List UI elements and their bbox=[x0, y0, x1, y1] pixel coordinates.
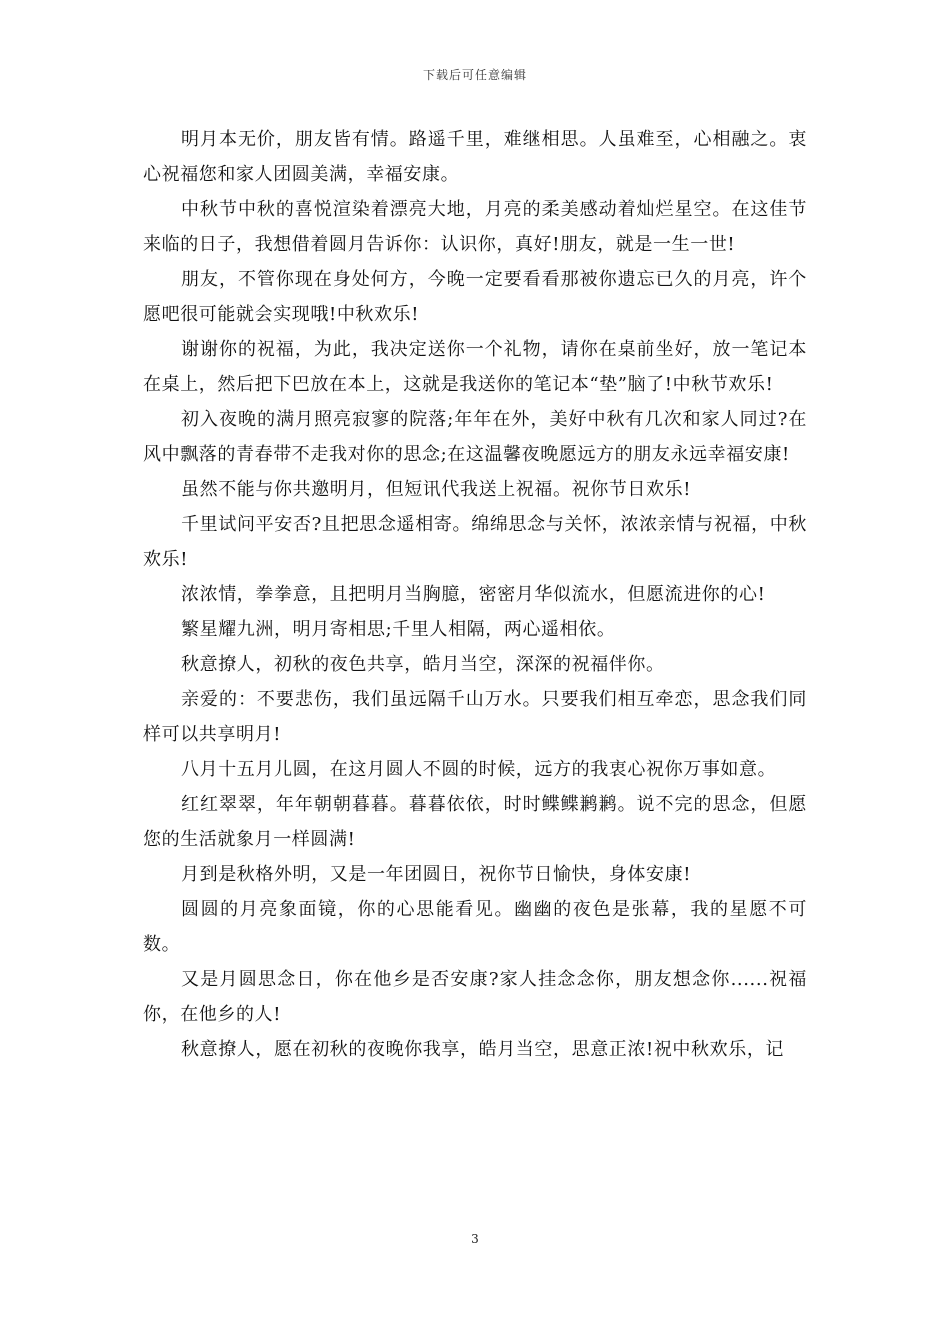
paragraph: 秋意撩人，愿在初秋的夜晚你我享，皓月当空，思意正浓!祝中秋欢乐，记 bbox=[181, 1039, 785, 1060]
paragraph: 繁星耀九洲，明月寄相思;千里人相隔，两心遥相依。 bbox=[181, 619, 616, 640]
paragraph: 虽然不能与你共邀明月，但短讯代我送上祝福。祝你节日欢乐! bbox=[181, 479, 692, 500]
document-body bbox=[143, 122, 807, 1067]
paragraph: 圆圆的月亮象面镜，你的心思能看见。幽幽的夜色是张幕，我的星愿不可数。 bbox=[143, 899, 807, 955]
paragraph: 八月十五月儿圆，在这月圆人不圆的时候，远方的我衷心祝你万事如意。 bbox=[181, 759, 777, 780]
page-header: 下载后可任意编辑 bbox=[422, 68, 527, 82]
paragraph: 谢谢你的祝福，为此，我决定送你一个礼物，请你在桌前坐好，放一笔记本在桌上，然后把下巴放在本上，这就是我送你的笔记本“垫”脑了!中秋节欢乐! bbox=[143, 339, 807, 395]
paragraph: 浓浓情，拳拳意，且把明月当胸臆，密密月华似流水，但愿流进你的心! bbox=[181, 584, 766, 605]
paragraph: 秋意撩人，初秋的夜色共享，皓月当空，深深的祝福伴你。 bbox=[181, 654, 665, 675]
page-number: 3 bbox=[471, 1232, 479, 1246]
paragraph: 初入夜晚的满月照亮寂寥的院落;年年在外，美好中秋有几次和家人同过?在风中飘落的青春带不走我对你的思念;在这温馨夜晚愿远方的朋友永远幸福安康! bbox=[143, 409, 807, 465]
paragraph: 月到是秋格外明，又是一年团圆日，祝你节日愉快，身体安康! bbox=[181, 864, 692, 885]
paragraph: 中秋节中秋的喜悦渲染着漂亮大地，月亮的柔美感动着灿烂星空。在这佳节来临的日子，我想借着圆月告诉你：认识你，真好!朋友，就是一生一世! bbox=[143, 199, 807, 255]
paragraph: 红红翠翠，年年朝朝暮暮。暮暮依依，时时鲽鲽鹣鹣。说不完的思念，但愿您的生活就象月一样圆满! bbox=[143, 794, 807, 850]
paragraph: 千里试问平安否?且把思念遥相寄。绵绵思念与关怀，浓浓亲情与祝福，中秋欢乐! bbox=[143, 514, 807, 570]
paragraph: 又是月圆思念日，你在他乡是否安康?家人挂念念你，朋友想念你......祝福你，在他乡的人! bbox=[143, 969, 807, 1025]
paragraph: 明月本无价，朋友皆有情。路遥千里，难继相思。人虽难至，心相融之。衷心祝福您和家人团圆美满，幸福安康。 bbox=[143, 129, 807, 185]
paragraph: 朋友，不管你现在身处何方，今晚一定要看看那被你遗忘已久的月亮，许个愿吧很可能就会实现哦!中秋欢乐! bbox=[143, 269, 807, 325]
paragraph: 亲爱的：不要悲伤，我们虽远隔千山万水。只要我们相互牵恋，思念我们同样可以共享明月! bbox=[143, 689, 807, 745]
